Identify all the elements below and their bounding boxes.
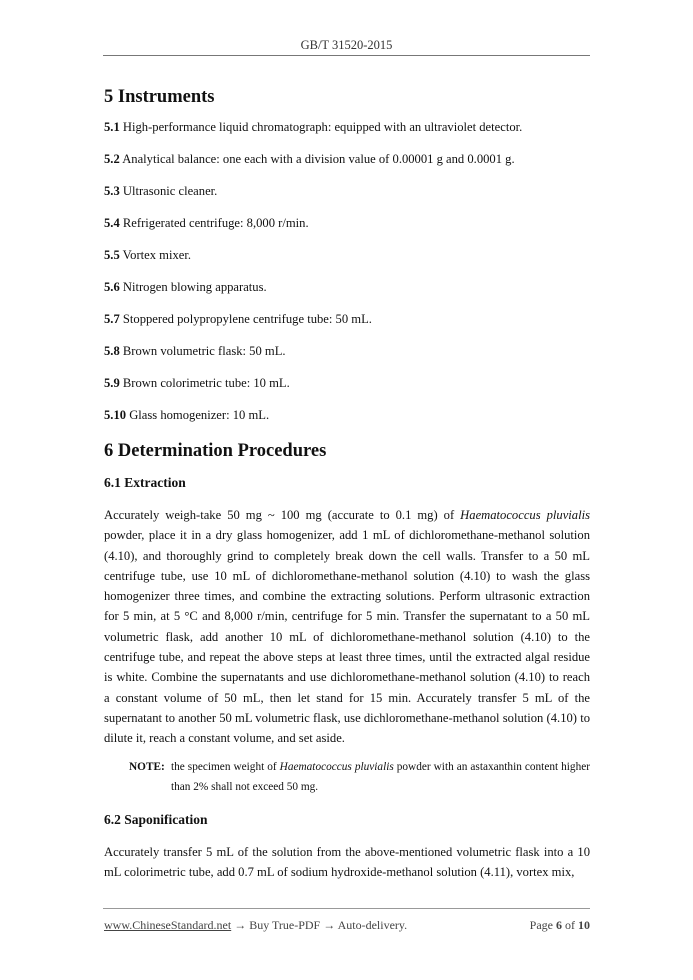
item-number: 5.1 bbox=[104, 120, 120, 134]
current-page: 6 bbox=[556, 918, 562, 932]
delivery-text: Auto-delivery. bbox=[337, 918, 408, 932]
page-indicator bbox=[530, 918, 590, 933]
instrument-item bbox=[104, 152, 590, 167]
item-text: Nitrogen blowing apparatus. bbox=[119, 280, 267, 294]
text-run: powder, place it in a dry glass homogenizer, add 1 mL of dichloromethane-methanol solution (4.10), and thoroughly grind to completely break down the cell walls. Transfer to a 50 mL centrifuge tube, use 10 mL of dichloromethane-methanol solution (4.10) to wash the glass homogenizer three times, and combine the extracting solutions. Perform ultrasonic extraction for 5 min, at 5 °C and 8,000 r/min, centrifuge for 5 min. Transfer the supernatant to a 50 mL volumetric flask, add another 10 mL of dichloromethane-methanol solution (4.10) to the centrifuge tube, and repeat the above steps at least three times, until the extracted algal residue is white. Combine the supernatants and use dichloromethane-methanol solution (4.10) to reach a constant volume of 50 mL, then let stand for 15 min. Accurately transfer 5 mL of the supernatant to another 50 mL volumetric flask, use dichloromethane-methanol solution (4.10) to dilute it, reach a constant volume, and set aside. bbox=[104, 528, 590, 746]
instrument-item bbox=[104, 216, 590, 231]
text-run: Accurately weigh-take 50 mg ~ 100 mg (accurate to 0.1 mg) of bbox=[104, 508, 461, 522]
item-text: Glass homogenizer: 10 mL. bbox=[126, 408, 270, 422]
instrument-item bbox=[104, 408, 590, 423]
instrument-item bbox=[104, 344, 590, 359]
species-name: Haematococcus pluvialis bbox=[460, 508, 590, 522]
instrument-item bbox=[104, 184, 590, 199]
instrument-item bbox=[104, 376, 590, 391]
instrument-item bbox=[104, 312, 590, 327]
section-5-heading: 5 Instruments bbox=[104, 87, 215, 107]
arrow-icon: → bbox=[320, 918, 338, 932]
item-number: 5.10 bbox=[104, 408, 127, 422]
text-run: powder with an astaxanthin content higher than 2% shall not exceed 50 mg. bbox=[171, 760, 590, 793]
item-number: 5.6 bbox=[104, 280, 120, 294]
item-text: Brown volumetric flask: 50 mL. bbox=[119, 344, 286, 358]
footer-links bbox=[104, 918, 407, 933]
saponification-paragraph: Accurately transfer 5 mL of the solution from the above-mentioned volumetric flask into a 10 mL colorimetric tube, add 0.7 mL of sodium hydroxide-methanol solution (4.11), vortex mix, bbox=[104, 844, 590, 879]
subsection-saponification-heading: 6.2 Saponification bbox=[104, 811, 208, 827]
text-run: the specimen weight of bbox=[171, 760, 280, 773]
item-text: Stoppered polypropylene centrifuge tube: 50 mL. bbox=[119, 312, 372, 326]
document-code: GB/T 31520-2015 bbox=[300, 38, 393, 52]
item-number: 5.2 bbox=[104, 152, 120, 166]
item-number: 5.3 bbox=[104, 184, 120, 198]
item-text: Brown colorimetric tube: 10 mL. bbox=[119, 376, 290, 390]
footer-divider bbox=[103, 908, 590, 909]
header-divider bbox=[103, 55, 590, 56]
item-number: 5.8 bbox=[104, 344, 120, 358]
item-number: 5.4 bbox=[104, 216, 120, 230]
page-content bbox=[104, 86, 590, 882]
item-text: High-performance liquid chromatograph: equipped with an ultraviolet detector. bbox=[119, 120, 523, 134]
item-text: Ultrasonic cleaner. bbox=[119, 184, 218, 198]
item-text: Refrigerated centrifuge: 8,000 r/min. bbox=[119, 216, 309, 230]
instrument-item bbox=[104, 120, 590, 135]
of-label: of bbox=[562, 918, 578, 932]
species-name: Haematococcus pluvialis bbox=[279, 760, 394, 773]
arrow-icon: → bbox=[231, 918, 250, 932]
item-number: 5.9 bbox=[104, 376, 120, 390]
site-link[interactable]: www.ChineseStandard.net bbox=[104, 918, 232, 932]
item-text: Vortex mixer. bbox=[119, 248, 191, 262]
extraction-paragraph bbox=[104, 505, 590, 749]
running-header bbox=[0, 38, 693, 53]
section-6-heading: 6 Determination Procedures bbox=[104, 441, 327, 461]
buy-pdf-link[interactable]: Buy True-PDF bbox=[249, 918, 321, 932]
note-text bbox=[129, 757, 590, 797]
instrument-list bbox=[104, 120, 590, 423]
page-label: Page bbox=[529, 918, 556, 932]
item-text: Analytical balance: one each with a division value of 0.00001 g and 0.0001 g. bbox=[119, 152, 515, 166]
note-block bbox=[129, 757, 590, 797]
item-number: 5.7 bbox=[104, 312, 120, 326]
subsection-extraction-heading: 6.1 Extraction bbox=[104, 475, 186, 490]
instrument-item bbox=[104, 248, 590, 263]
note-label: NOTE: bbox=[129, 760, 165, 773]
item-number: 5.5 bbox=[104, 248, 120, 262]
total-pages: 10 bbox=[578, 918, 590, 932]
instrument-item bbox=[104, 280, 590, 295]
